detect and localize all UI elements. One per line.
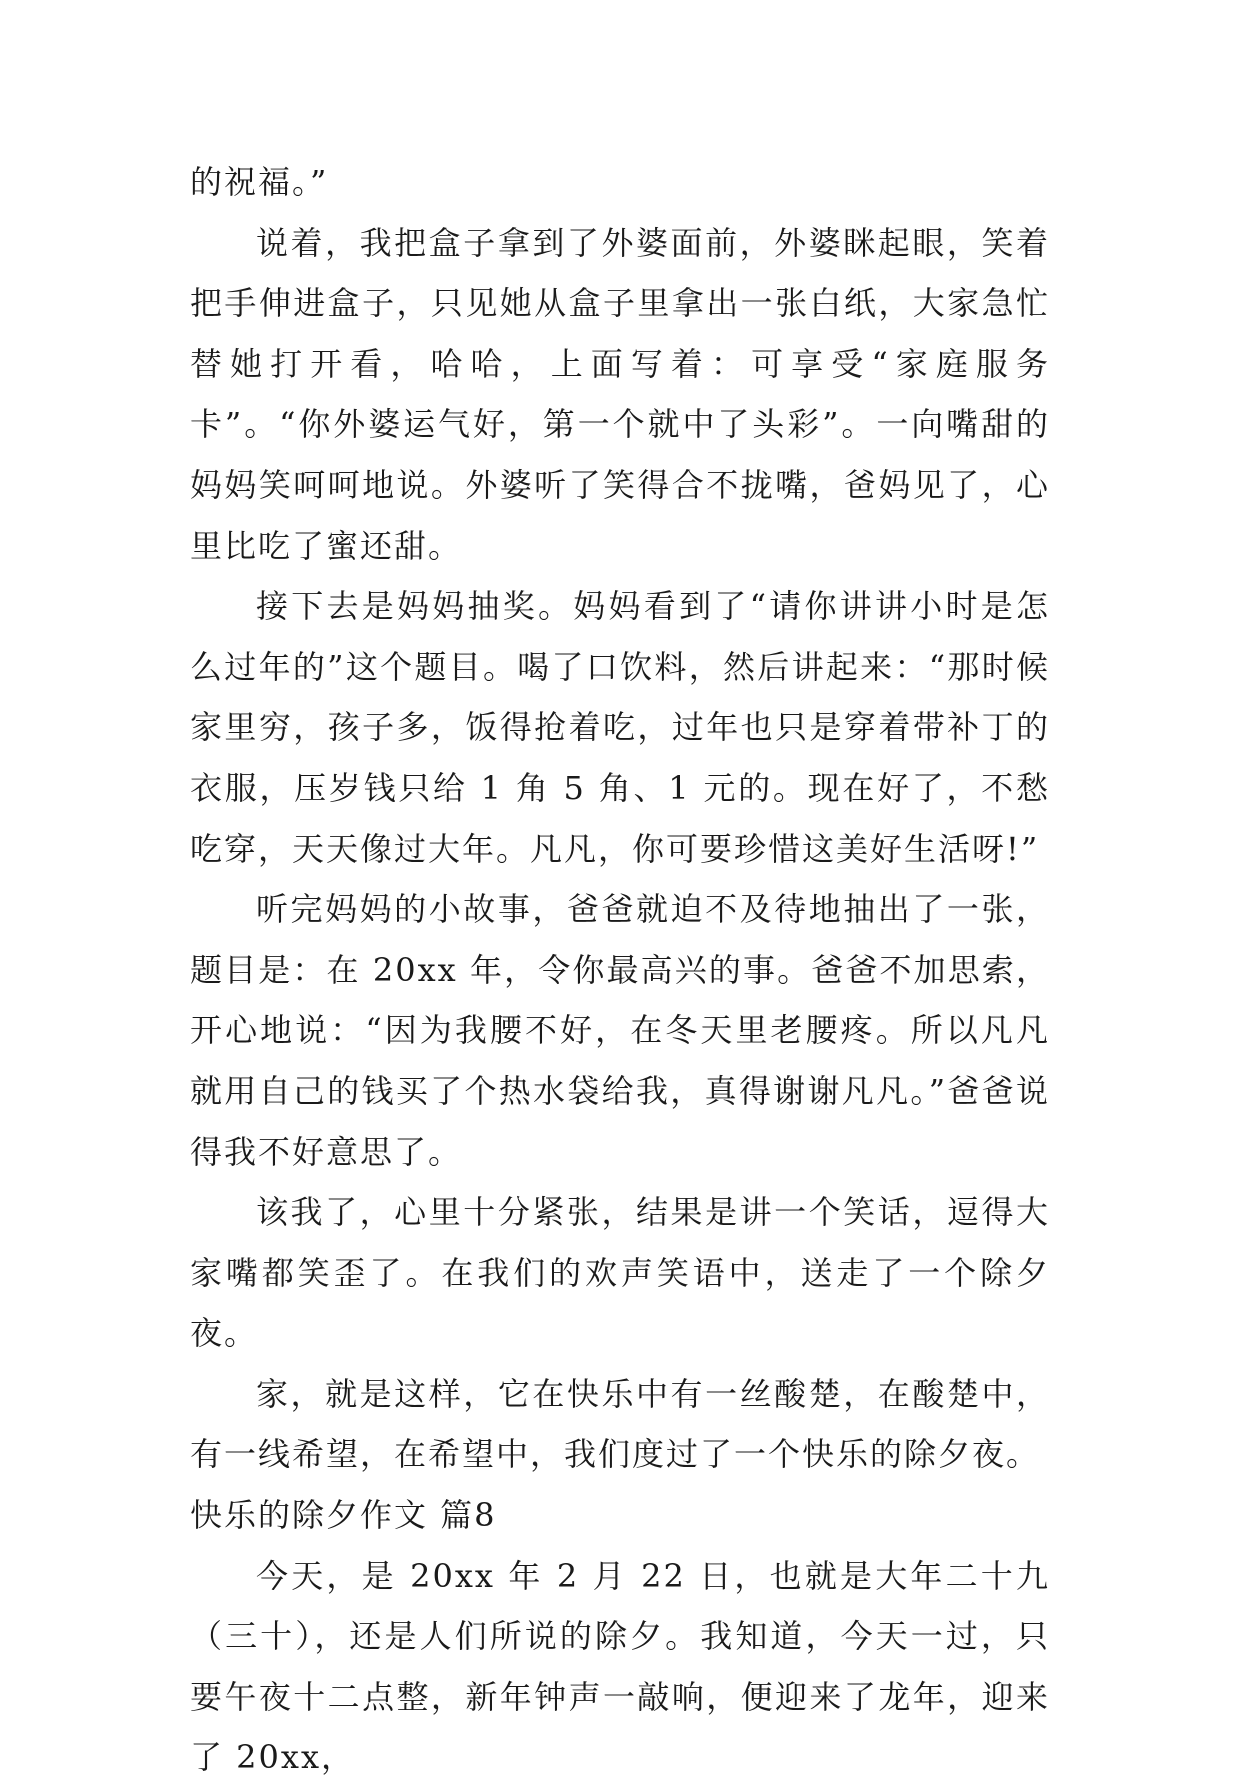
paragraph-mother-story: 接下去是妈妈抽奖。妈妈看到了“请你讲讲小时是怎么过年的”这个题目。喝了口饮料，然后讲起来：“那时候家里穷，孩子多，饭得抢着吃，过年也只是穿着带补丁的衣服，压岁钱只给 1 角 5 角、1 元的。现在好了，不愁吃穿，天天像过大年。凡凡，你可要珍惜这美好生活呀!” [190, 587, 1050, 868]
paragraph-my-turn: 该我了，心里十分紧张，结果是讲一个笑话，逗得大家嘴都笑歪了。在我们的欢声笑语中，送走了一个除夕夜。 [190, 1193, 1050, 1353]
document-body [190, 152, 1050, 1788]
paragraph-gift-box: 说着，我把盒子拿到了外婆面前，外婆眯起眼，笑着把手伸进盒子，只见她从盒子里拿出一张白纸，大家急忙替她打开看，哈哈，上面写着：可享受“家庭服务卡”。“你外婆运气好，第一个就中了头彩”。一向嘴甜的妈妈笑呵呵地说。外婆听了笑得合不拢嘴，爸妈见了，心里比吃了蜜还甜。 [190, 223, 1050, 565]
section-title: 快乐的除夕作文 篇8 [190, 1496, 497, 1535]
paragraph-father-story: 听完妈妈的小故事，爸爸就迫不及待地抽出了一张，题目是：在 20xx 年，令你最高兴的事。爸爸不加思索，开心地说：“因为我腰不好，在冬天里老腰疼。所以凡凡就用自己的钱买了个热水袋给我，真得谢谢凡凡。”爸爸说得我不好意思了。 [190, 890, 1050, 1171]
paragraph-conclusion: 家，就是这样，它在快乐中有一丝酸楚，在酸楚中，有一线希望，在希望中，我们度过了一个快乐的除夕夜。 [190, 1374, 1050, 1474]
continuation-paragraph: 的祝福。” [190, 163, 329, 201]
paragraph-section-opening: 今天，是 20xx 年 2 月 22 日，也就是大年二十九（三十），还是人们所说的除夕。我知道，今天一过，只要午夜十二点整，新年钟声一敲响，便迎来了龙年，迎来了 20xx， [190, 1556, 1050, 1777]
